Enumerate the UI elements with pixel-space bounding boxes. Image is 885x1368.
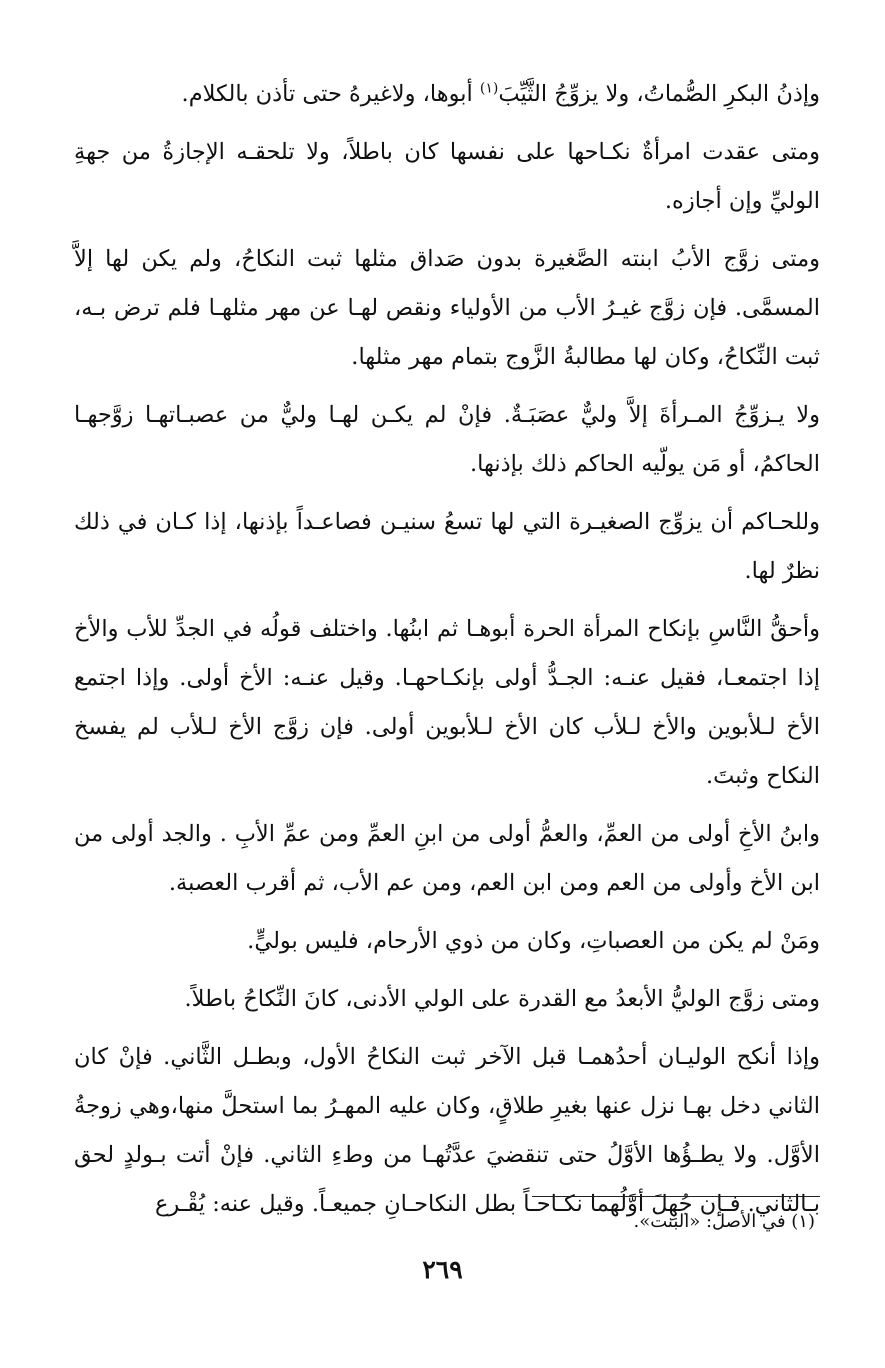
paragraph-bride-consent [74,70,820,119]
paragraph: ومتى زوَّج الوليُّ الأبعدُ مع القدرة على الولي الأدنى، كانَ النِّكاحُ باطلاً. [184,986,820,1012]
paragraph: ولا يـزوِّجُ المـرأةَ إلاَّ وليٌّ عصَبَـةٌ. فإنْ لم يكـن لهـا وليٌّ من عصبـاتهـا زوَّجهـا الحاكمُ، أو مَن يولّيه الحاكم ذلك بإذنها. [74,402,820,477]
page-body [74,70,820,1238]
page-number: ٢٦٩ [422,1255,463,1284]
paragraph: وأحقُّ النَّاسِ بإنكاح المرأة الحرة أبوهـا ثم ابنُها. واختلف قولُه في الجدِّ للأب والأخ إذا اجتمعـا، فقيل عنـه: الجـدُّ أولى بإنكـاحهـا. وقيل عنـه: الأخ أولى. وإذا اجتمع الأخ لـلأبوين والأخ لـلأب كان الأخ لـلأبوين أولى. فإن زوَّج الأخ لـلأب لم يفسخ النكاح وثبتَ. [74,616,820,789]
paragraph-text: وإذنُ البكرِ الصُّماتُ، ولا يزوِّجُ الثَّيِّبَ [498,81,820,107]
paragraph: وإذا أنكح الوليـان أحدُهمـا قبل الآخر ثبت النكاحُ الأول، وبطـل الثَّاني. فإنْ كان الثاني دخل بهـا نزل عنها بغيرِ طلاقٍ، وكان عليه المهـرُ بما استحلَّ منها،وهي زوجةُ الأوَّل. ولا يطـؤُها الأوَّلُ حتى تنقضيَ عدَّتُهـا من وطءِ الثاني. فإنْ أتت بـولدٍ لحق بـالثاني. فـإن جُهِلَ أوَّلُهما نكـاحـاً بطل النكاحـانِ جميعـاً. وقيل عنه: يُقْـرع [74,1044,820,1217]
footnote: (١) في الأصل: «البنت». [633,1211,815,1232]
paragraph-text: أبوها، ولاغيرهُ حتى تأذن بالكلام. [181,81,480,107]
paragraph: وللحـاكم أن يزوِّج الصغيـرة التي لها تسعُ سنيـن فصاعـداً بإذنها، إذا كـان في ذلك نظرٌ لها. [74,509,820,584]
paragraph: وابنُ الأخِ أولى من العمِّ، والعمُّ أولى من ابنِ العمِّ ومن عمِّ الأبِ . والجد أولى من ابن الأخ وأولى من العم ومن ابن العم، ومن عم الأب، ثم أقرب العصبة. [74,821,820,896]
paragraph: ومتى زوَّج الأبُ ابنته الصَّغيرة بدون صَداق مثلها ثبت النكاحُ، ولم يكن لها إلاَّ المسمَّى. فإن زوَّج غيـرُ الأب من الأولياء ونقص لهـا عن مهر مثلهـا فلم ترض بـه، ثبت النِّكاحُ، وكان لها مطالبةُ الزَّوج بتمام مهر مثلها. [74,246,820,370]
footnote-divider [532,1196,820,1197]
paragraph: ومتى عقدت امرأةٌ نكـاحها على نفسها كان باطلاً، ولا تلحقـه الإجازةُ من جهةِ الوليِّ وإن أجازه. [74,139,820,214]
paragraph: ومَنْ لم يكن من العصباتِ، وكان من ذوي الأرحام، فليس بوليٍّ. [247,928,820,954]
footnote-marker: (١) [479,80,499,97]
